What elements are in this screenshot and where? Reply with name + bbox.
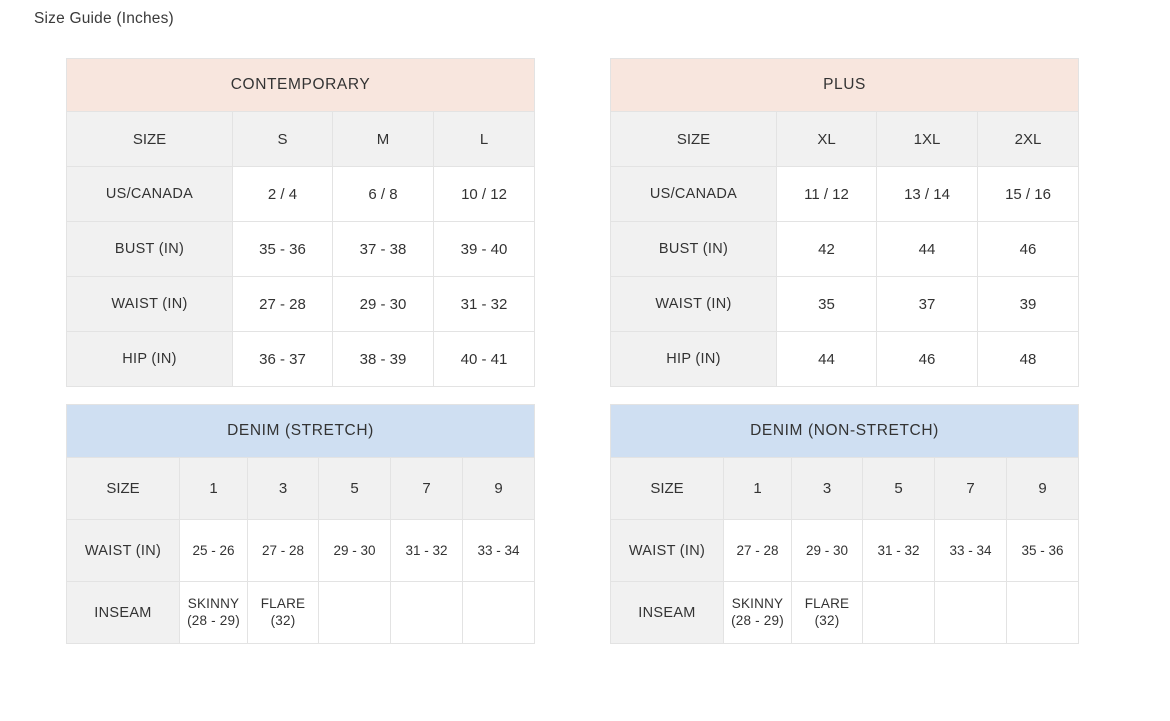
column-header-5: 5 xyxy=(319,458,391,520)
table-header-row xyxy=(611,112,1079,167)
cell-value: 31 - 32 xyxy=(863,520,935,582)
table-row xyxy=(611,520,1079,582)
cell-value: 35 - 36 xyxy=(1007,520,1079,582)
table-row xyxy=(67,332,535,387)
cell-inseam xyxy=(792,582,863,644)
cell-empty xyxy=(391,582,463,644)
inseam-fit-length: (32) xyxy=(814,612,840,628)
table-title: DENIM (NON-STRETCH) xyxy=(611,405,1079,458)
column-header-1xl: 1XL xyxy=(877,112,978,167)
cell-empty xyxy=(463,582,535,644)
cell-value: 29 - 30 xyxy=(333,277,434,332)
cell-value: 31 - 32 xyxy=(434,277,535,332)
row-label: INSEAM xyxy=(67,582,180,644)
table-row xyxy=(611,167,1079,222)
cell-value: 15 / 16 xyxy=(978,167,1079,222)
page-title: Size Guide (Inches) xyxy=(34,10,174,27)
cell-value: 25 - 26 xyxy=(180,520,248,582)
row-label: HIP (IN) xyxy=(611,332,777,387)
table-row-inseam xyxy=(611,582,1079,644)
cell-value: 46 xyxy=(877,332,978,387)
table-title: DENIM (STRETCH) xyxy=(67,405,535,458)
table-row xyxy=(67,167,535,222)
table-row-inseam xyxy=(67,582,535,644)
cell-value: 44 xyxy=(777,332,877,387)
cell-value: 29 - 30 xyxy=(792,520,863,582)
cell-value: 39 xyxy=(978,277,1079,332)
cell-inseam xyxy=(248,582,319,644)
column-header-size: SIZE xyxy=(611,112,777,167)
table-header-row xyxy=(611,458,1079,520)
row-label: INSEAM xyxy=(611,582,724,644)
table-row xyxy=(67,277,535,332)
inseam-fit-name: FLARE xyxy=(260,595,306,611)
cell-value: 33 - 34 xyxy=(463,520,535,582)
cell-value: 40 - 41 xyxy=(434,332,535,387)
cell-value: 13 / 14 xyxy=(877,167,978,222)
cell-inseam xyxy=(180,582,248,644)
row-label: US/CANADA xyxy=(67,167,233,222)
cell-inseam xyxy=(724,582,792,644)
table-header-row xyxy=(67,458,535,520)
table-title: CONTEMPORARY xyxy=(67,59,535,112)
cell-empty xyxy=(319,582,391,644)
cell-value: 27 - 28 xyxy=(724,520,792,582)
cell-value: 29 - 30 xyxy=(319,520,391,582)
table-header-row xyxy=(67,112,535,167)
table-denim-non-stretch xyxy=(610,404,1078,644)
cell-value: 11 / 12 xyxy=(777,167,877,222)
cell-value: 42 xyxy=(777,222,877,277)
cell-value: 27 - 28 xyxy=(233,277,333,332)
row-label: WAIST (IN) xyxy=(611,277,777,332)
inseam-fit-length: (32) xyxy=(270,612,296,628)
column-header-3: 3 xyxy=(248,458,319,520)
table-contemporary xyxy=(66,58,534,387)
column-header-xl: XL xyxy=(777,112,877,167)
column-header-size: SIZE xyxy=(67,112,233,167)
cell-value: 38 - 39 xyxy=(333,332,434,387)
cell-empty xyxy=(863,582,935,644)
cell-value: 27 - 28 xyxy=(248,520,319,582)
table-row xyxy=(611,222,1079,277)
column-header-l: L xyxy=(434,112,535,167)
column-header-m: M xyxy=(333,112,434,167)
cell-value: 36 - 37 xyxy=(233,332,333,387)
table-row xyxy=(611,332,1079,387)
column-header-size: SIZE xyxy=(67,458,180,520)
row-label: BUST (IN) xyxy=(67,222,233,277)
column-header-9: 9 xyxy=(1007,458,1079,520)
table-row xyxy=(67,520,535,582)
column-header-7: 7 xyxy=(935,458,1007,520)
column-header-1: 1 xyxy=(724,458,792,520)
cell-empty xyxy=(1007,582,1079,644)
column-header-s: S xyxy=(233,112,333,167)
cell-value: 48 xyxy=(978,332,1079,387)
table-title: PLUS xyxy=(611,59,1079,112)
column-header-2xl: 2XL xyxy=(978,112,1079,167)
cell-value: 31 - 32 xyxy=(391,520,463,582)
cell-value: 46 xyxy=(978,222,1079,277)
table-denim-stretch xyxy=(66,404,534,644)
row-label: WAIST (IN) xyxy=(611,520,724,582)
cell-value: 6 / 8 xyxy=(333,167,434,222)
cell-value: 33 - 34 xyxy=(935,520,1007,582)
table-row xyxy=(611,277,1079,332)
column-header-7: 7 xyxy=(391,458,463,520)
inseam-fit-length: (28 - 29) xyxy=(187,612,240,628)
row-label: WAIST (IN) xyxy=(67,520,180,582)
table-title-row xyxy=(67,405,535,458)
cell-value: 44 xyxy=(877,222,978,277)
inseam-fit-length: (28 - 29) xyxy=(731,612,784,628)
inseam-fit-name: FLARE xyxy=(804,595,850,611)
row-label: HIP (IN) xyxy=(67,332,233,387)
cell-value: 2 / 4 xyxy=(233,167,333,222)
row-label: BUST (IN) xyxy=(611,222,777,277)
cell-value: 10 / 12 xyxy=(434,167,535,222)
table-title-row xyxy=(611,405,1079,458)
cell-value: 35 - 36 xyxy=(233,222,333,277)
column-header-9: 9 xyxy=(463,458,535,520)
inseam-fit-name: SKINNY xyxy=(187,595,240,611)
column-header-size: SIZE xyxy=(611,458,724,520)
row-label: US/CANADA xyxy=(611,167,777,222)
table-title-row xyxy=(67,59,535,112)
cell-value: 37 - 38 xyxy=(333,222,434,277)
cell-value: 35 xyxy=(777,277,877,332)
table-row xyxy=(67,222,535,277)
row-label: WAIST (IN) xyxy=(67,277,233,332)
column-header-3: 3 xyxy=(792,458,863,520)
column-header-5: 5 xyxy=(863,458,935,520)
cell-empty xyxy=(935,582,1007,644)
cell-value: 37 xyxy=(877,277,978,332)
column-header-1: 1 xyxy=(180,458,248,520)
inseam-fit-name: SKINNY xyxy=(731,595,784,611)
cell-value: 39 - 40 xyxy=(434,222,535,277)
table-plus xyxy=(610,58,1078,387)
table-title-row xyxy=(611,59,1079,112)
